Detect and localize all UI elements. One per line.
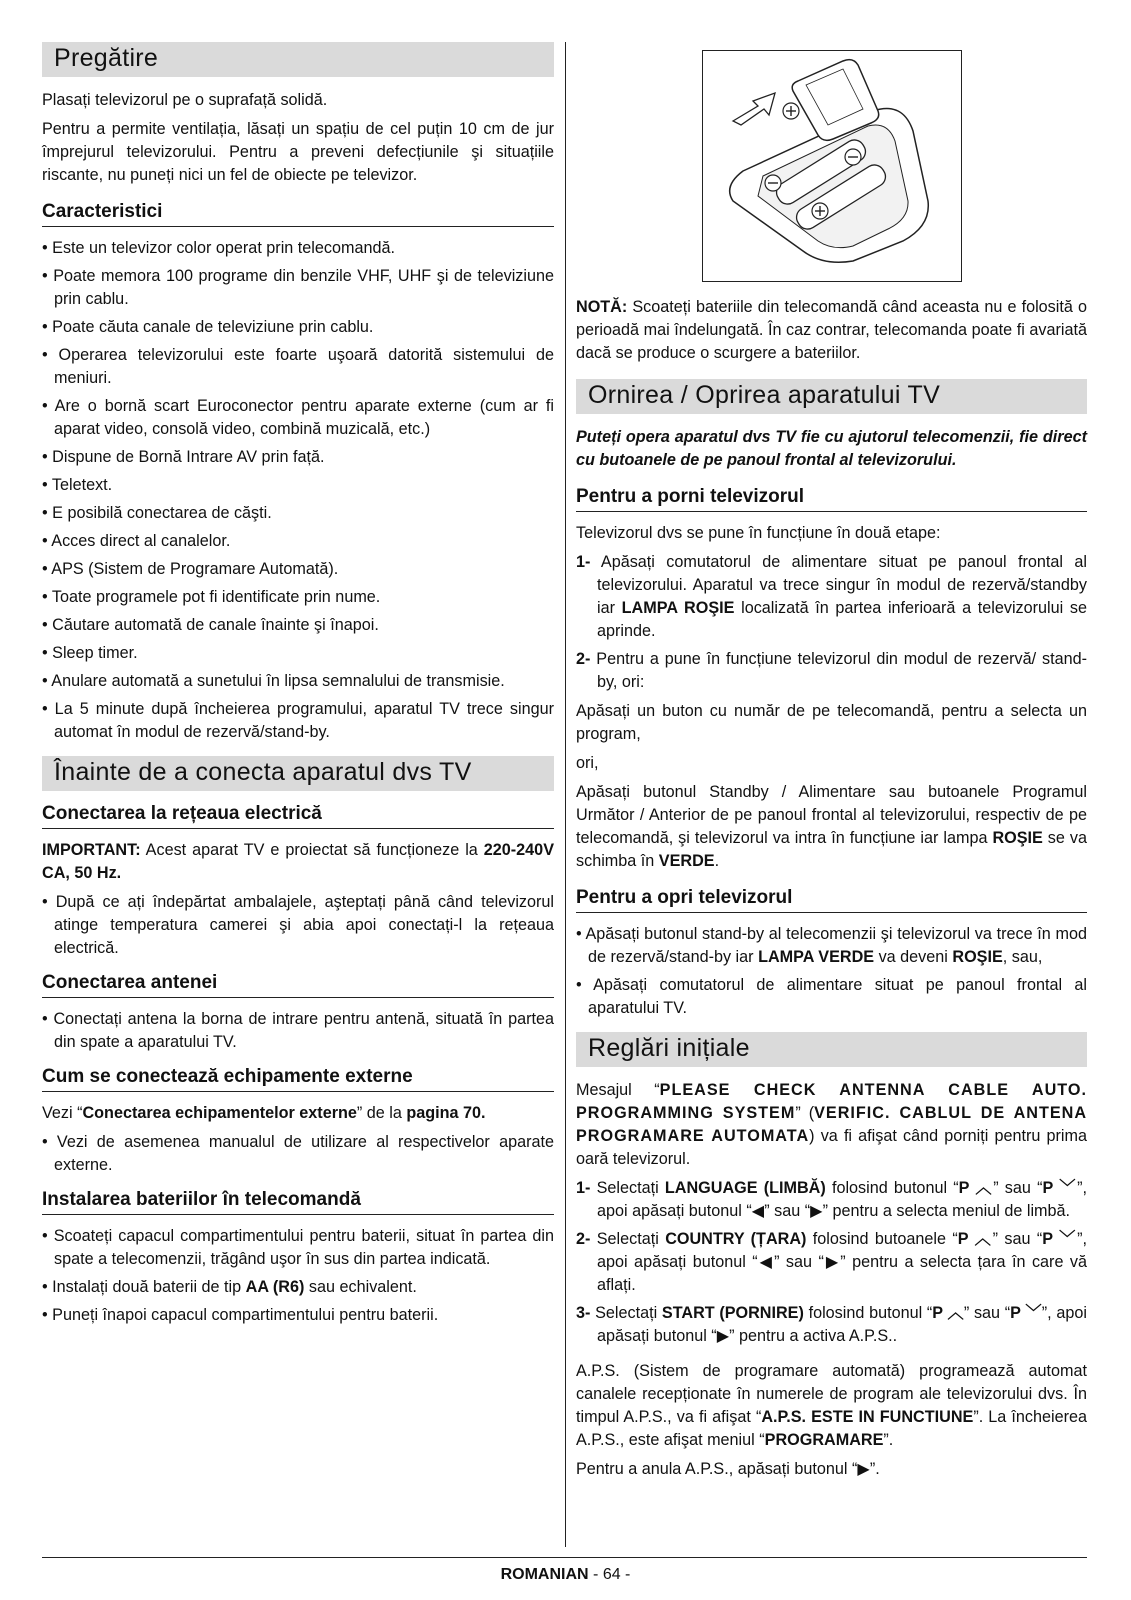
- list-item: • Căutare automată de canale înainte şi înapoi.: [42, 616, 379, 634]
- left-arrow-icon: ◀: [757, 1253, 775, 1271]
- list-item: • La 5 minute după încheierea programului, aparatul TV trece singur automat în modul de rezervă/stand-by.: [42, 700, 554, 741]
- paragraph: ori,: [576, 754, 599, 772]
- footer-divider: [42, 1557, 1087, 1558]
- step-item: 2- Pentru a pune în funcțiune televizorul din modul de rezervă/ stand-by, ori:: [576, 650, 1087, 691]
- paragraph: Apăsați un buton cu număr de pe telecomandă, pentru a selecta un program,: [576, 702, 1087, 743]
- features-list: [42, 237, 554, 744]
- paragraph: Plasați televizorul pe o suprafață solidă.: [42, 91, 328, 109]
- subsection-title-externe: Cum se conectează echipamente externe: [42, 1066, 554, 1092]
- p-down-button-label: P ﹀: [1010, 1304, 1042, 1322]
- subsection-title-baterii: Instalarea bateriilor în telecomandă: [42, 1189, 554, 1215]
- list-item: • Poate memora 100 programe din benzile VHF, UHF şi de televiziune prin cablu.: [42, 267, 554, 308]
- list-item: • Apăsați butonul stand-by al telecomenzii şi televizorul va trece în mod de rezervă/stand-by iar LAMPA VERDE va deveni ROŞIE, sau,: [576, 925, 1087, 966]
- list-item: • Poate căuta canale de televiziune prin cablu.: [42, 318, 374, 336]
- retea-list: [42, 891, 554, 960]
- list-item: • Anulare automată a sunetului în lipsa semnalului de transmisie.: [42, 672, 505, 690]
- list-item: • Dispune de Bornă Intrare AV prin față.: [42, 448, 325, 466]
- list-item: • Are o bornă scart Euroconector pentru aparate externe (cum ar fi aparat video, consolă video, combină muzicală, etc.): [42, 397, 554, 438]
- left-arrow-icon: ◀: [751, 1202, 765, 1220]
- section-title-ornirea: Ornirea / Oprirea aparatului TV: [576, 379, 1087, 414]
- list-item: • Apăsați comutatorul de alimentare situat pe panoul frontal al aparatului TV.: [576, 976, 1087, 1017]
- list-item: • E posibilă conectarea de căşti.: [42, 504, 272, 522]
- subsection-title-antena: Conectarea antenei: [42, 972, 554, 998]
- p-down-button-label: P ﹀: [1042, 1230, 1078, 1248]
- list-item: • Este un televizor color operat prin telecomandă.: [42, 239, 395, 257]
- list-item: • Instalați două baterii de tip AA (R6) sau echivalent.: [42, 1278, 417, 1296]
- list-item: • Conectați antena la borna de intrare pentru antenă, situată în partea din spate a aparatului TV.: [42, 1010, 554, 1051]
- paragraph: Televizorul dvs se pune în funcțiune în două etape:: [576, 524, 941, 542]
- step-item: 2- Selectați COUNTRY (ȚARA) folosind butoanele “P ︿” sau “P ﹀”, apoi apăsați butonul “◀” sau “▶” pentru a selecta țara în care vă aflați.: [576, 1230, 1087, 1294]
- p-down-button-label: P ﹀: [1042, 1179, 1078, 1197]
- page-footer: [0, 1566, 1131, 1584]
- list-item: • Toate programele pot fi identificate prin nume.: [42, 588, 381, 606]
- p-up-button-label: P ︿: [958, 1179, 994, 1197]
- opri-list: [576, 923, 1087, 1020]
- list-item: • Puneți înapoi capacul compartimentului pentru baterii.: [42, 1306, 439, 1324]
- right-column: [576, 42, 1087, 1487]
- subsection-title-caracteristici: Caracteristici: [42, 201, 554, 227]
- important-note: IMPORTANT: Acest aparat TV e proiectat să funcționeze la 220-240V CA, 50 Hz.: [42, 841, 554, 882]
- section-title-reglari: Reglări inițiale: [576, 1032, 1087, 1067]
- list-item: • Vezi de asemenea manualul de utilizare al respectivelor aparate externe.: [42, 1133, 554, 1174]
- footer-language: ROMANIAN: [500, 1566, 589, 1583]
- cancel-paragraph: Pentru a anula A.P.S., apăsați butonul “▶”.: [576, 1460, 880, 1478]
- right-arrow-icon: ▶: [810, 1202, 823, 1220]
- list-item: • Sleep timer.: [42, 644, 138, 662]
- paragraph: Apăsați butonul Standby / Alimentare sau butoanele Programul Următor / Anterior de pe panoul frontal al televizorului, respectiv de pe telecomandă, şi televizorul va intra în funcțiune iar lampa ROŞIE se va schimba în VERDE.: [576, 783, 1087, 870]
- paragraph: Pentru a permite ventilația, lăsați un spațiu de cel puțin 10 cm de jur împrejurul televizorului. Pentru a preveni defecțiunile şi situațiile riscante, nu puneți nici un fel de obiecte pe televizor.: [42, 120, 554, 184]
- aps-paragraph: A.P.S. (Sistem de programare automată) programează automat canalele recepționate în numerele de program ale televizorului dvs. În timpul A.P.S., va fi afişat “A.P.S. ESTE IN FUNCTIUNE”. La încheierea A.P.S., este afişat meniul “PROGRAMARE”.: [576, 1362, 1087, 1449]
- right-arrow-icon: ▶: [857, 1460, 870, 1478]
- section-title-pregatire: Pregătire: [42, 42, 554, 77]
- paragraph: Vezi “Conectarea echipamentelor externe” de la pagina 70.: [42, 1104, 486, 1122]
- section-title-inainte: Înainte de a conecta aparatul dvs TV: [42, 756, 554, 791]
- list-item: • După ce ați îndepărtat ambalajele, aşteptați până când televizorul atinge temperatura camerei şi abia apoi conectați-l la rețeaua electrică.: [42, 893, 554, 957]
- porni-steps: [576, 551, 1087, 694]
- subsection-title-retea: Conectarea la rețeaua electrică: [42, 803, 554, 829]
- step-item: 1- Selectați LANGUAGE (LIMBĂ) folosind butonul “P ︿” sau “P ﹀”, apoi apăsați butonul “◀” sau “▶” pentru a selecta meniul de limbă.: [576, 1179, 1087, 1220]
- subsection-title-opri: Pentru a opri televizorul: [576, 887, 1087, 913]
- column-divider: [565, 42, 566, 1547]
- reglari-steps: [576, 1177, 1087, 1348]
- page-number: - 64 -: [588, 1566, 631, 1583]
- left-column: [42, 42, 554, 1339]
- externe-list: [42, 1131, 554, 1177]
- p-up-button-label: P ︿: [932, 1304, 964, 1322]
- step-item: 1- Apăsați comutatorul de alimentare situat pe panoul frontal al televizorului. Aparatul va trece singur în modul de rezervă/standby iar LAMPA ROŞIE localizată în partea inferioară a televizorului se aprinde.: [576, 553, 1087, 640]
- antena-list: [42, 1008, 554, 1054]
- baterii-list: [42, 1225, 554, 1327]
- intro-paragraph: Puteți opera aparatul dvs TV fie cu ajutorul telecomenzii, fie direct cu butoanele de pe panoul frontal al televizorului.: [576, 428, 1087, 469]
- step-item: 3- Selectați START (PORNIRE) folosind butonul “P ︿” sau “P ﹀”, apoi apăsați butonul “▶” pentru a activa A.P.S..: [576, 1304, 1087, 1345]
- list-item: • APS (Sistem de Programare Automată).: [42, 560, 339, 578]
- remote-battery-illustration: [702, 50, 962, 282]
- right-arrow-icon: ▶: [716, 1327, 730, 1345]
- list-item: • Operarea televizorului este foarte uşoară datorită sistemului de meniuri.: [42, 346, 554, 387]
- right-arrow-icon: ▶: [823, 1253, 841, 1271]
- p-up-button-label: P ︿: [957, 1230, 993, 1248]
- subsection-title-porni: Pentru a porni televizorul: [576, 486, 1087, 512]
- message-paragraph: Mesajul “PLEASE CHECK ANTENNA CABLE AUTO. PROGRAMMING SYSTEM” (VERIFIC. CABLUL DE ANTENA PROGRAMARE AUTOMATA) va fi afişat când porniți pentru prima oară televizorul.: [576, 1081, 1088, 1168]
- nota-paragraph: NOTĂ: Scoateți bateriile din telecomandă când aceasta nu e folosită o perioadă mai îndelungată. În caz contrar, telecomanda poate fi avariată dacă se produce o scurgere a bateriilor.: [576, 298, 1087, 362]
- list-item: • Teletext.: [42, 476, 113, 494]
- list-item: • Acces direct al canalelor.: [42, 532, 231, 550]
- list-item: • Scoateți capacul compartimentului pentru baterii, situat în partea din spate a telecomenzii, trăgând uşor în sus din partea indicată.: [42, 1227, 554, 1268]
